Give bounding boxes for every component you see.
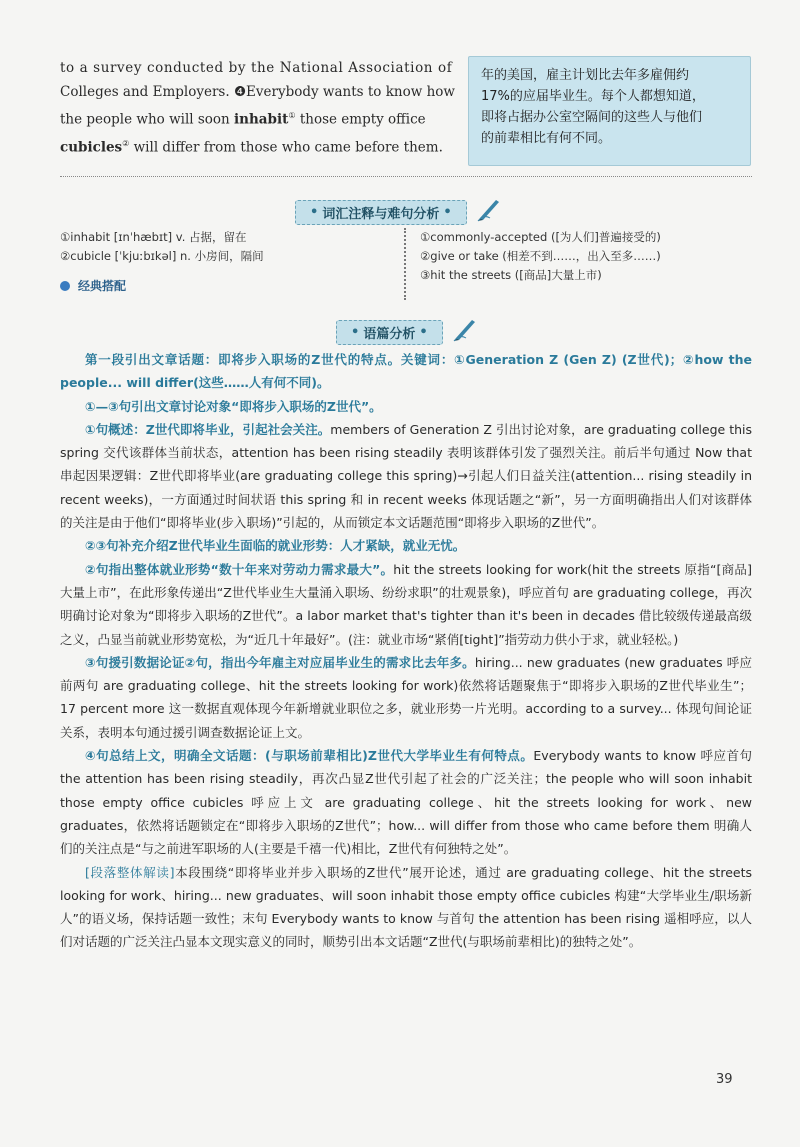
vocab-list-left xyxy=(60,228,390,266)
passage-text: the people who will soon xyxy=(60,111,230,128)
highlight-text: ③句援引数据论证②句，指出今年雇主对应届毕业生的需求比去年多。 xyxy=(85,654,475,670)
vocab-entry: ②cubicle [ˈkjuːbɪkəl] n. 小房间，隔间 xyxy=(60,249,264,263)
vocab-divider xyxy=(404,228,406,300)
analysis-paragraph xyxy=(60,534,752,557)
vocab-entry: ①inhabit [ɪnˈhæbɪt] v. 占据，留在 xyxy=(60,230,247,244)
translation-line: 17%的应届毕业生。每个人都想知道， xyxy=(481,89,705,104)
analysis-text: Everybody wants to know 呼应首句 the attention has been rising steadily，再次凸显Z世代引起了社会的广泛关注；the people who will soon inhabit those empty office cubicles 呼应上文 are graduating college、hit the streets looking for work、new graduates，依然将话题锁定在“即将步入职场的Z世代”；how... will differ from those who came before them 明确人们的关注点是“与之前进军职场的人(主要是千禧一代)相比，Z世代有何独特之处”。 xyxy=(60,748,753,857)
section-divider xyxy=(60,176,752,177)
header-title: 词汇注释与难句分析 xyxy=(322,206,440,222)
classic-label-text: 经典搭配 xyxy=(78,279,127,293)
vocab-list-right xyxy=(420,228,750,285)
passage-line xyxy=(60,132,460,160)
header-title: 语篇分析 xyxy=(363,326,416,342)
header-pill xyxy=(295,200,467,225)
analysis-paragraph xyxy=(60,861,752,954)
analysis-section-header xyxy=(336,316,478,346)
translation-line: 的前辈相比有何不同。 xyxy=(481,131,612,146)
summary-label: [段落整体解读] xyxy=(85,864,175,880)
analysis-paragraph xyxy=(60,651,752,744)
highlight-text: ②句指出整体就业形势“数十年来对劳动力需求最大”。 xyxy=(85,561,394,577)
vocab-word-cubicles: cubicles xyxy=(60,139,123,155)
highlight-text: ④句总结上文，明确全文话题：(与职场前辈相比)Z世代大学毕业生有何特点。 xyxy=(85,748,534,764)
passage-text: will differ from those who came before them. xyxy=(133,139,443,155)
translation-box xyxy=(468,56,751,166)
highlight-text: ①句概述：Z世代即将毕业，引起社会关注。 xyxy=(85,421,331,437)
highlight-text: ②③句补充介绍Z世代毕业生面临的就业形势：人才紧缺，就业无忧。 xyxy=(85,538,466,554)
highlight-text: ①—③句引出文章讨论对象“即将步入职场的Z世代”。 xyxy=(85,398,382,414)
passage-text: Colleges and Employers. xyxy=(60,84,230,100)
classic-collocation-label xyxy=(60,277,126,294)
analysis-text: members of Generation Z 引出讨论对象，are graduating college this spring 交代该群体当前状态，attention has been rising steadily 表明该群体引发了强烈关注。前后半句通过 Now that 串起因果逻辑：Z世代即将毕业(are graduating college this spring)→引起人们日益关注(attention... rising steadily in recent weeks)，一方面通过时间状语 this spring 和 in recent weeks 体现话题之“新”，另一方面明确指出人们对该群体的关注是由于他们“即将毕业(步入职场)”引起的，从而锁定本文话题范围“即将步入职场的Z世代”。 xyxy=(60,421,753,531)
pen-icon xyxy=(452,316,478,346)
vocab-word-inhabit: inhabit xyxy=(234,111,289,128)
bullet-dot: • xyxy=(419,324,428,340)
analysis-paragraph xyxy=(60,395,752,418)
discourse-analysis xyxy=(60,348,752,954)
analysis-paragraph xyxy=(60,744,752,860)
sentence-marker: ❹ xyxy=(233,84,247,100)
bullet-circle-icon xyxy=(60,281,70,291)
vocab-entry: ①commonly-accepted ([为人们]普遍接受的) xyxy=(420,230,661,244)
translation-line: 即将占据办公室空隔间的这些人与他们 xyxy=(481,110,703,125)
analysis-paragraph xyxy=(60,418,752,534)
analysis-text: hiring... new graduates (new graduates 呼应前两句 are graduating college、hit the streets looking for work)依然将话题聚焦于“即将步入职场的Z世代毕业生”；17 percent more 这一数据直观体现今年新增就业职位之多，就业形势一片光明。according to a survey... 体现句间论证关系，表明本句通过援引调查数据论证上文。 xyxy=(60,654,752,740)
passage-line xyxy=(60,80,460,104)
bullet-dot: • xyxy=(351,324,360,340)
passage-line xyxy=(60,104,460,132)
english-passage xyxy=(60,56,460,159)
vocab-section-header xyxy=(295,196,502,226)
analysis-text: hit the streets looking for work(hit the streets 原指“[商品]大量上市”，在此形象传递出“Z世代毕业生大量涌入职场、纷纷求职”的壮观景象)，呼应首句 are graduating college，再次明确讨论对象为“即将步入职场的Z世代”。a labor market that's tighter than it's been in decades 借比较级传递最高级之义，凸显当前就业形势宽松，为“近几十年最好”。(注：就业市场“紧俏[tight]”指劳动力供小于求，就业轻松。) xyxy=(60,561,752,647)
page-number: 39 xyxy=(716,1072,733,1087)
vocab-entry: ③hit the streets ([商品]大量上市) xyxy=(420,268,602,282)
passage-text: Everybody wants to know how xyxy=(246,84,455,100)
footnote-marker: ① xyxy=(288,111,296,120)
translation-line: 年的美国，雇主计划比去年多雇佣约 xyxy=(481,68,690,83)
vocab-entry: ②give or take (相差不到……，出入至多……) xyxy=(420,249,661,263)
analysis-paragraph xyxy=(60,348,752,395)
highlight-text: 第一段引出文章话题：即将步入职场的Z世代的特点。关键词：①Generation Z (Gen Z) (Z世代)；②how the people... will differ(这些……人有何不同)。 xyxy=(60,352,752,391)
analysis-paragraph xyxy=(60,558,752,651)
bullet-dot: • xyxy=(310,204,319,220)
pen-icon xyxy=(476,196,502,226)
header-pill xyxy=(336,320,443,345)
bullet-dot: • xyxy=(443,204,452,220)
analysis-text: 本段围绕“即将毕业并步入职场的Z世代”展开论述，通过 are graduating college、hit the streets looking for work、hiring... new graduates、will soon inhabit those empty office cubicles 构建“大学毕业生/职场新人”的语义场，保持话题一致性；末句 Everybody wants to know 与首句 the attention has been rising 遥相呼应，以人们对话题的广泛关注凸显本文现实意义的同时，顺势引出本文话题“Z世代(与职场前辈相比)的独特之处”。 xyxy=(60,864,752,950)
footnote-marker: ② xyxy=(122,138,130,148)
passage-text: those empty office xyxy=(299,111,426,128)
passage-line: to a survey conducted by the National Association of xyxy=(60,60,453,76)
